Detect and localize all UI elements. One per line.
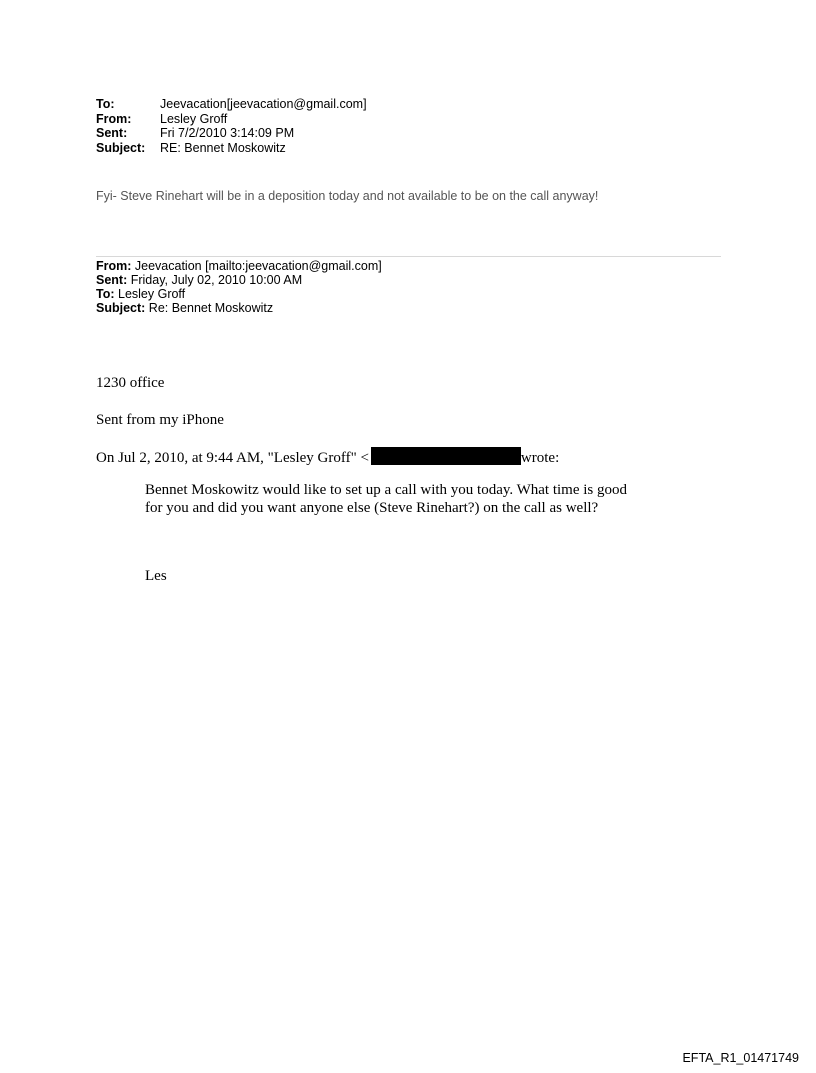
header-from-value: Lesley Groff [160,111,228,126]
email-header [96,97,367,155]
attribution-prefix: On Jul 2, 2010, at 9:44 AM, "Lesley Groff" < [96,450,369,466]
header-to-row [96,97,367,112]
quoted-from-value: Jeevacation [mailto:jeevacation@gmail.com] [131,259,382,273]
redaction-bar [371,447,521,465]
quoted-subject-row [96,301,382,315]
quoted-body-line-2: Sent from my iPhone [96,412,224,428]
quoted-sent-value: Friday, July 02, 2010 10:00 AM [127,273,303,287]
quoted-subject-label: Subject: [96,301,146,315]
original-message [145,482,627,517]
quoted-from-label: From: [96,259,132,273]
header-from-row [96,112,367,127]
original-line-1: Bennet Moskowitz would like to set up a call with you today. What time is good [145,482,628,498]
quoted-body-line-1: 1230 office [96,375,165,391]
quoted-attribution [96,447,559,467]
quoted-sent-row [96,273,382,287]
header-subject-value: RE: Bennet Moskowitz [160,140,286,155]
reply-body: Fyi- Steve Rinehart will be in a deposition today and not available to be on the call anyway! [96,189,599,203]
original-line-2: for you and did you want anyone else (Steve Rinehart?) on the call as well? [145,499,599,516]
header-from-label: From: [96,111,132,126]
quoted-header [96,259,382,315]
quoted-to-row [96,287,382,301]
header-subject-label: Subject: [96,140,146,155]
quoted-to-label: To: [96,287,115,301]
quoted-subject-value: Re: Bennet Moskowitz [145,301,274,315]
quoted-sent-label: Sent: [96,273,128,287]
header-subject-row [96,141,367,156]
attribution-suffix: wrote: [520,450,560,466]
quoted-to-value: Lesley Groff [114,287,186,301]
header-sent-row [96,126,367,141]
message-divider [96,256,721,257]
header-to-value: Jeevacation[jeevacation@gmail.com] [160,97,367,111]
document-id: EFTA_R1_01471749 [682,1051,799,1065]
header-to-label: To: [96,97,115,111]
header-sent-label: Sent: [96,126,128,140]
quoted-from-row [96,259,382,273]
header-sent-value: Fri 7/2/2010 3:14:09 PM [160,126,295,140]
signature: Les [145,568,167,584]
